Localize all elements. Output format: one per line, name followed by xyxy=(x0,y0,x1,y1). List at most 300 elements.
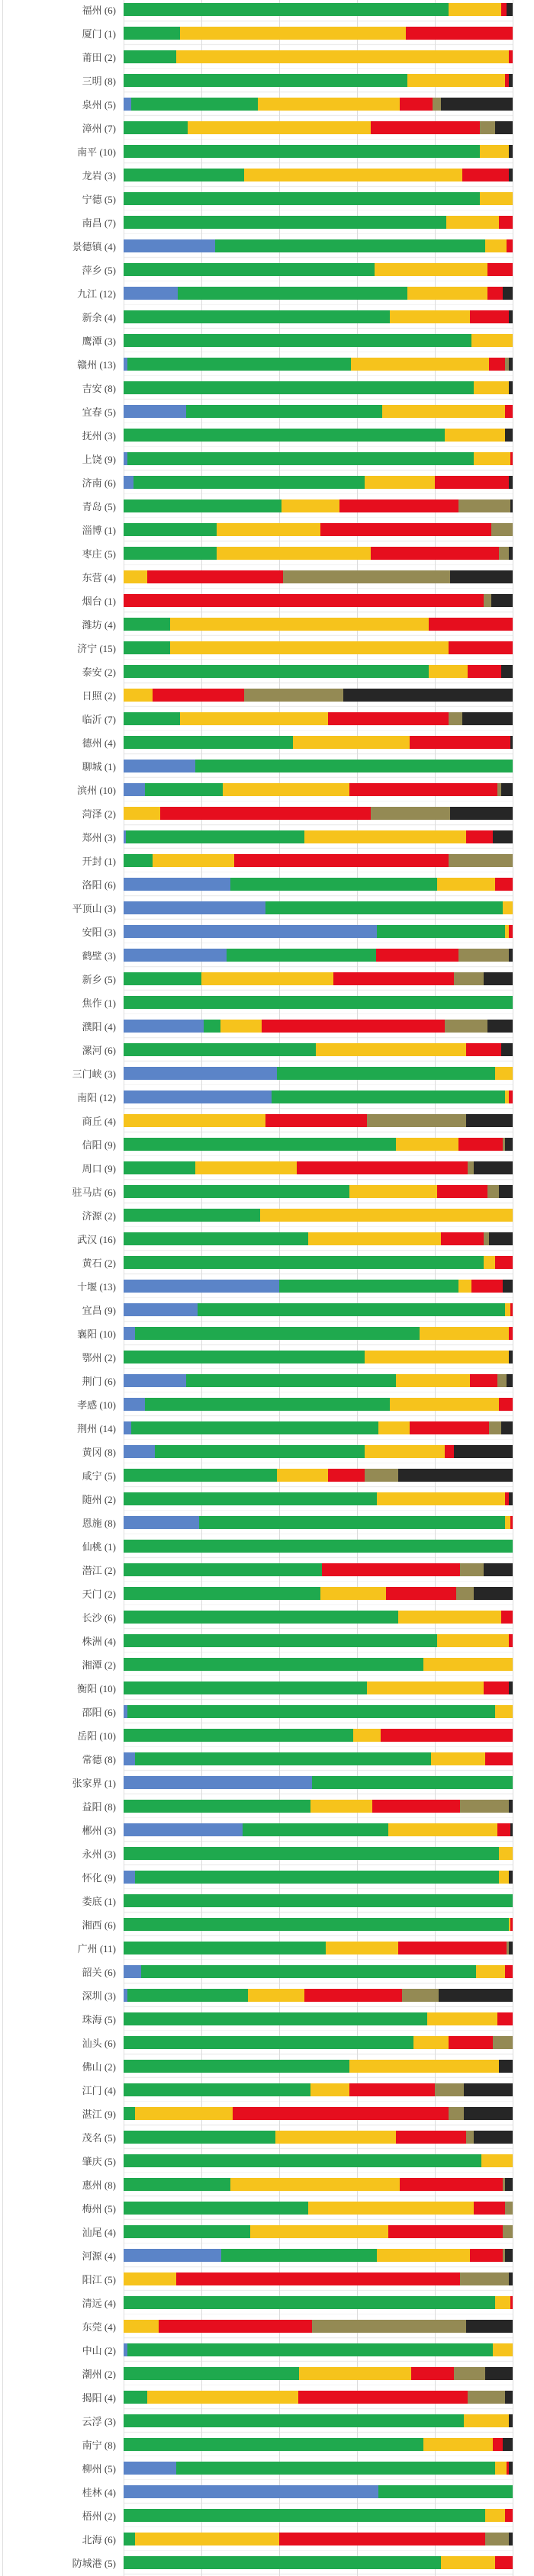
bar-segment-yellow xyxy=(441,2556,495,2569)
bar-segment-red xyxy=(510,1918,513,1931)
bar-row-北海 xyxy=(0,2527,534,2551)
bar-segment-green xyxy=(124,499,281,512)
bar-row-宁德 xyxy=(0,187,534,210)
row-label: 宜春 (5) xyxy=(82,406,116,418)
bar-segment-yellow xyxy=(299,2367,412,2380)
bar-segment-green xyxy=(195,760,513,772)
bar-segment-black xyxy=(491,594,513,607)
row-label: 安阳 (3) xyxy=(82,927,116,938)
bar-row-青岛 xyxy=(0,494,534,518)
bar-segment-green xyxy=(135,1871,499,1884)
bar-row-东莞 xyxy=(0,2314,534,2338)
bar-row-三门峡 xyxy=(0,1062,534,1085)
bar-segment-red xyxy=(400,2178,503,2191)
stacked-bar xyxy=(124,2036,513,2049)
row-label: 驻马店 (6) xyxy=(72,1187,116,1198)
bar-segment-green xyxy=(127,358,351,371)
bar-segment-blue xyxy=(124,2462,176,2475)
bar-segment-yellow xyxy=(153,854,234,867)
stacked-bar xyxy=(124,807,513,820)
row-label: 黄冈 (8) xyxy=(82,1447,116,1458)
bar-segment-green xyxy=(124,1043,316,1056)
row-label: 随州 (2) xyxy=(82,1494,116,1505)
stacked-bar xyxy=(124,192,513,205)
bar-segment-red xyxy=(501,3,507,16)
bar-segment-blue xyxy=(124,925,377,938)
bar-row-汕头 xyxy=(0,2031,534,2054)
bar-segment-red xyxy=(297,1161,468,1174)
bar-segment-black xyxy=(493,830,513,843)
bar-segment-olive xyxy=(460,2272,509,2285)
bar-segment-red xyxy=(160,807,370,820)
stacked-bar xyxy=(124,2202,513,2215)
bar-segment-green xyxy=(124,641,170,654)
bar-segment-red xyxy=(381,1729,513,1742)
bar-segment-blue xyxy=(124,1374,186,1387)
bar-segment-olive xyxy=(445,1020,487,1033)
row-label: 恩施 (8) xyxy=(82,1518,116,1529)
row-label: 深圳 (3) xyxy=(82,1990,116,2002)
bar-segment-black xyxy=(507,1374,513,1387)
bar-segment-black xyxy=(509,547,513,560)
bar-row-茂名 xyxy=(0,2125,534,2149)
bar-segment-green xyxy=(124,263,375,276)
bar-segment-red xyxy=(234,854,449,867)
bar-segment-yellow xyxy=(431,1752,485,1765)
bar-segment-yellow xyxy=(124,807,160,820)
bar-segment-yellow xyxy=(423,2438,494,2451)
bar-segment-yellow xyxy=(124,570,147,583)
bar-segment-black xyxy=(501,1421,513,1434)
bar-segment-black xyxy=(499,1185,513,1198)
stacked-bar xyxy=(124,1161,513,1174)
stacked-bar xyxy=(124,1989,513,2002)
bar-segment-red xyxy=(411,2367,454,2380)
bar-segment-green xyxy=(145,1398,390,1411)
bar-segment-red xyxy=(509,50,513,63)
stacked-bar xyxy=(124,310,513,323)
bar-segment-yellow xyxy=(349,1185,437,1198)
bar-segment-green xyxy=(277,1067,495,1080)
bar-segment-yellow xyxy=(316,1043,465,1056)
bar-segment-yellow xyxy=(505,1303,511,1316)
bar-segment-green xyxy=(124,50,176,63)
stacked-bar xyxy=(124,1138,513,1151)
bar-segment-red xyxy=(501,1611,513,1624)
bar-segment-black xyxy=(495,121,513,134)
bar-segment-green xyxy=(124,74,407,87)
bar-segment-yellow xyxy=(495,2296,510,2309)
bar-segment-green xyxy=(124,310,390,323)
row-label: 张家界 (1) xyxy=(72,1778,116,1789)
row-label: 平顶山 (3) xyxy=(72,903,116,914)
bar-segment-yellow xyxy=(446,216,499,229)
stacked-bar xyxy=(124,1280,513,1293)
bar-segment-green xyxy=(155,1445,365,1458)
row-label: 鄂州 (2) xyxy=(82,1352,116,1363)
bar-row-恩施 xyxy=(0,1511,534,1534)
bar-segment-olive xyxy=(244,689,343,702)
row-label: 南昌 (7) xyxy=(82,217,116,229)
bar-segment-red xyxy=(441,1232,484,1245)
bar-segment-yellow xyxy=(390,1398,499,1411)
stacked-bar xyxy=(124,1421,513,1434)
bar-segment-black xyxy=(464,2083,513,2096)
bar-row-永州 xyxy=(0,1842,534,1865)
row-label: 江门 (4) xyxy=(82,2085,116,2096)
stacked-bar xyxy=(124,712,513,725)
stacked-bar xyxy=(124,2320,513,2333)
bar-segment-red xyxy=(406,27,513,40)
bar-segment-red xyxy=(176,2272,460,2285)
bar-segment-green xyxy=(124,665,429,678)
bar-segment-olive xyxy=(402,1989,439,2002)
bar-segment-green xyxy=(124,618,170,631)
row-label: 岳阳 (10) xyxy=(77,1730,116,1742)
row-label: 潜江 (2) xyxy=(82,1565,116,1576)
row-label: 常德 (8) xyxy=(82,1754,116,1765)
bar-segment-red xyxy=(376,949,458,962)
bar-segment-red xyxy=(371,547,499,560)
row-label: 梅州 (5) xyxy=(82,2203,116,2215)
stacked-bar xyxy=(124,169,513,181)
bar-segment-red xyxy=(449,641,513,654)
bar-segment-blue xyxy=(124,878,230,891)
row-label: 荆门 (6) xyxy=(82,1376,116,1387)
bar-row-济宁 xyxy=(0,636,534,660)
stacked-bar xyxy=(124,2131,513,2144)
bar-segment-yellow xyxy=(495,1067,513,1080)
bar-segment-yellow xyxy=(176,50,509,63)
stacked-bar xyxy=(124,1634,513,1647)
stacked-bar xyxy=(124,2060,513,2073)
bar-row-荆门 xyxy=(0,1369,534,1392)
bar-segment-red xyxy=(487,287,503,300)
row-label: 青岛 (5) xyxy=(82,501,116,512)
stacked-bar xyxy=(124,1587,513,1600)
bar-row-肇庆 xyxy=(0,2149,534,2173)
stacked-bar xyxy=(124,1871,513,1884)
stacked-bar xyxy=(124,641,513,654)
bar-segment-blue xyxy=(124,405,186,418)
bar-segment-green xyxy=(124,1681,367,1694)
bar-segment-blue xyxy=(124,949,227,962)
row-label: 漳州 (7) xyxy=(82,123,116,134)
bar-segment-yellow xyxy=(188,121,371,134)
bar-segment-black xyxy=(484,1563,513,1576)
row-label: 汕尾 (4) xyxy=(82,2227,116,2238)
row-label: 荆州 (14) xyxy=(77,1423,116,1434)
row-label: 邵阳 (6) xyxy=(82,1707,116,1718)
stacked-bar xyxy=(124,1067,513,1080)
bar-segment-yellow xyxy=(320,1587,387,1600)
bar-row-赣州 xyxy=(0,352,534,376)
bar-segment-red xyxy=(462,169,509,181)
row-label: 商丘 (4) xyxy=(82,1116,116,1127)
bar-segment-red xyxy=(147,570,284,583)
bar-segment-green xyxy=(186,1374,396,1387)
bar-segment-red xyxy=(339,499,458,512)
bar-segment-green xyxy=(131,1421,378,1434)
bar-segment-green xyxy=(124,1469,277,1482)
bar-row-平顶山 xyxy=(0,896,534,920)
row-label: 济源 (2) xyxy=(82,1210,116,1222)
row-label: 佛山 (2) xyxy=(82,2061,116,2073)
bar-segment-yellow xyxy=(124,689,153,702)
row-label: 宁德 (5) xyxy=(82,194,116,205)
bar-segment-yellow xyxy=(124,2320,159,2333)
bar-segment-red xyxy=(304,1989,402,2002)
bar-segment-yellow xyxy=(407,287,487,300)
bar-segment-olive xyxy=(499,547,509,560)
bar-segment-red xyxy=(458,1138,503,1151)
bar-segment-olive xyxy=(449,854,513,867)
bar-segment-green xyxy=(127,452,474,465)
bar-segment-yellow xyxy=(223,783,349,796)
bar-row-鄂州 xyxy=(0,1345,534,1369)
bar-segment-yellow xyxy=(135,2107,233,2120)
bar-row-洛阳 xyxy=(0,872,534,896)
bar-segment-green xyxy=(124,2438,423,2451)
row-label: 桂林 (4) xyxy=(82,2487,116,2498)
bar-segment-yellow xyxy=(250,2225,388,2238)
bar-segment-green xyxy=(243,1823,388,1836)
bar-segment-yellow xyxy=(260,1209,513,1222)
bar-segment-red xyxy=(509,1090,513,1103)
bar-segment-black xyxy=(507,3,513,16)
bar-segment-olive xyxy=(503,2225,513,2238)
bar-segment-green xyxy=(134,476,365,489)
bar-segment-red xyxy=(437,1185,487,1198)
bar-segment-green xyxy=(124,2036,413,2049)
row-label: 北海 (6) xyxy=(82,2534,116,2545)
stacked-bar xyxy=(124,1492,513,1505)
bar-segment-yellow xyxy=(124,2272,176,2285)
bar-row-漯河 xyxy=(0,1038,534,1062)
bar-segment-green xyxy=(124,523,217,536)
bar-segment-green xyxy=(124,2414,464,2427)
stacked-bar xyxy=(124,1823,513,1836)
row-label: 泉州 (5) xyxy=(82,99,116,111)
bar-segment-black xyxy=(450,570,513,583)
stacked-bar xyxy=(124,1516,513,1529)
bar-segment-green xyxy=(124,1138,396,1151)
bar-segment-yellow xyxy=(258,98,400,111)
stacked-bar xyxy=(124,2533,513,2545)
stacked-bar xyxy=(124,760,513,772)
bar-segment-yellow xyxy=(429,665,468,678)
bar-segment-green xyxy=(124,1209,260,1222)
stacked-bar xyxy=(124,1942,513,1954)
stacked-bar xyxy=(124,1090,513,1103)
bar-segment-blue xyxy=(124,1776,312,1789)
row-label: 济南 (6) xyxy=(82,477,116,489)
row-label: 聊城 (1) xyxy=(82,761,116,772)
row-label: 郑州 (3) xyxy=(82,832,116,843)
stacked-bar xyxy=(124,1303,513,1316)
bar-row-中山 xyxy=(0,2338,534,2362)
bar-segment-green xyxy=(124,1185,349,1198)
bar-segment-green xyxy=(124,1492,377,1505)
bar-segment-red xyxy=(349,2083,435,2096)
bar-segment-black xyxy=(499,2060,513,2073)
bar-segment-red xyxy=(493,2438,503,2451)
bar-segment-yellow xyxy=(398,1611,501,1624)
bar-row-九江 xyxy=(0,281,534,305)
bar-segment-green xyxy=(124,996,513,1009)
bar-segment-green xyxy=(124,2154,481,2167)
row-label: 烟台 (1) xyxy=(82,596,116,607)
bar-segment-black xyxy=(509,310,513,323)
bar-segment-olive xyxy=(493,2036,513,2049)
row-label: 三门峡 (3) xyxy=(72,1068,116,1080)
bar-row-佛山 xyxy=(0,2054,534,2078)
bar-segment-green xyxy=(124,381,474,394)
bar-segment-yellow xyxy=(445,429,505,442)
bar-row-娄底 xyxy=(0,1889,534,1913)
stacked-bar xyxy=(124,499,513,512)
row-label: 新余 (4) xyxy=(82,312,116,323)
stacked-bar xyxy=(124,1729,513,1742)
bar-segment-red xyxy=(328,712,449,725)
bar-row-江门 xyxy=(0,2078,534,2102)
stacked-bar xyxy=(124,1705,513,1718)
stacked-bar xyxy=(124,689,513,702)
stacked-bar xyxy=(124,1020,513,1033)
bar-row-南平 xyxy=(0,140,534,163)
bar-segment-black xyxy=(509,1942,513,1954)
bar-segment-blue xyxy=(124,901,265,914)
bar-segment-yellow xyxy=(495,2462,507,2475)
bar-segment-yellow xyxy=(485,2509,505,2522)
bar-segment-red xyxy=(509,1634,513,1647)
bar-segment-green xyxy=(124,1351,365,1363)
row-label: 日照 (2) xyxy=(82,690,116,702)
bar-segment-yellow xyxy=(471,334,513,347)
bar-segment-yellow xyxy=(277,1469,327,1482)
stacked-bar xyxy=(124,547,513,560)
row-label: 怀化 (9) xyxy=(82,1872,116,1884)
bar-segment-black xyxy=(509,74,513,87)
row-label: 武汉 (16) xyxy=(77,1234,116,1245)
bar-segment-blue xyxy=(124,239,215,252)
bar-segment-yellow xyxy=(407,74,505,87)
stacked-bar xyxy=(124,287,513,300)
bar-segment-black xyxy=(505,1138,513,1151)
row-label: 南阳 (12) xyxy=(77,1092,116,1103)
stacked-bar xyxy=(124,1398,513,1411)
bar-segment-black xyxy=(509,2272,513,2285)
bar-segment-red xyxy=(265,1114,367,1127)
bar-segment-black xyxy=(509,949,513,962)
bar-segment-blue xyxy=(124,1445,155,1458)
bar-segment-yellow xyxy=(244,169,462,181)
bar-segment-yellow xyxy=(365,476,435,489)
bar-segment-red xyxy=(510,452,513,465)
bar-segment-olive xyxy=(484,594,491,607)
bar-segment-black xyxy=(441,98,513,111)
bar-segment-red xyxy=(495,2556,513,2569)
bar-segment-olive xyxy=(449,2107,464,2120)
bar-segment-yellow xyxy=(310,2083,349,2096)
row-label: 郴州 (3) xyxy=(82,1825,116,1836)
row-label: 萍乡 (5) xyxy=(82,265,116,276)
bar-row-桂林 xyxy=(0,2480,534,2504)
stacked-bar xyxy=(124,901,513,914)
bar-segment-black xyxy=(501,1043,513,1056)
bar-segment-red xyxy=(489,358,504,371)
bar-segment-yellow xyxy=(281,499,340,512)
bar-segment-blue xyxy=(124,476,134,489)
row-label: 宜昌 (9) xyxy=(82,1305,116,1316)
stacked-bar xyxy=(124,2438,513,2451)
bar-row-信阳 xyxy=(0,1132,534,1156)
stacked-bar xyxy=(124,358,513,371)
bar-row-安阳 xyxy=(0,920,534,943)
bar-segment-green xyxy=(135,1327,419,1340)
bar-row-烟台 xyxy=(0,589,534,612)
row-label: 广州 (11) xyxy=(77,1943,116,1954)
bar-row-龙岩 xyxy=(0,163,534,187)
bar-segment-red xyxy=(510,1516,513,1529)
bar-segment-yellow xyxy=(230,2178,400,2191)
bar-segment-olive xyxy=(480,121,495,134)
stacked-bar xyxy=(124,1185,513,1198)
bar-segment-yellow xyxy=(170,618,429,631)
bar-segment-black xyxy=(487,1020,513,1033)
bar-segment-black xyxy=(474,2131,513,2144)
bar-segment-olive xyxy=(468,1161,474,1174)
bar-segment-olive xyxy=(371,807,451,820)
stacked-bar xyxy=(124,1232,513,1245)
row-label: 三明 (8) xyxy=(82,75,116,87)
row-label: 上饶 (9) xyxy=(82,454,116,465)
stacked-bar xyxy=(124,1894,513,1907)
bar-segment-yellow xyxy=(248,1989,304,2002)
stacked-bar xyxy=(124,1327,513,1340)
bar-segment-olive xyxy=(449,712,462,725)
stacked-bar xyxy=(124,121,513,134)
bar-row-新余 xyxy=(0,305,534,329)
bar-segment-green xyxy=(141,1965,476,1978)
bar-segment-yellow xyxy=(217,523,320,536)
bar-row-武汉 xyxy=(0,1227,534,1251)
bar-segment-yellow xyxy=(170,641,449,654)
row-label: 清远 (4) xyxy=(82,2298,116,2309)
stacked-bar xyxy=(124,2462,513,2475)
bar-segment-red xyxy=(372,1800,460,1813)
row-label: 南平 (10) xyxy=(77,146,116,158)
bar-row-随州 xyxy=(0,1487,534,1511)
bar-segment-black xyxy=(509,2414,513,2427)
bar-segment-red xyxy=(371,121,480,134)
row-label: 黄石 (2) xyxy=(82,1257,116,1269)
row-label: 菏泽 (2) xyxy=(82,808,116,820)
row-label: 仙桃 (1) xyxy=(82,1541,116,1553)
bar-row-莆田 xyxy=(0,45,534,69)
bar-segment-yellow xyxy=(499,1871,509,1884)
bar-segment-yellow xyxy=(427,2012,497,2025)
bar-segment-black xyxy=(505,429,513,442)
bar-row-临沂 xyxy=(0,707,534,731)
bar-segment-green xyxy=(124,2509,485,2522)
bar-segment-red xyxy=(509,1327,513,1340)
bar-segment-yellow xyxy=(326,1942,397,1954)
stacked-bar xyxy=(124,1445,513,1458)
bar-row-周口 xyxy=(0,1156,534,1180)
row-label: 湘西 (6) xyxy=(82,1919,116,1931)
bar-row-德州 xyxy=(0,731,534,754)
